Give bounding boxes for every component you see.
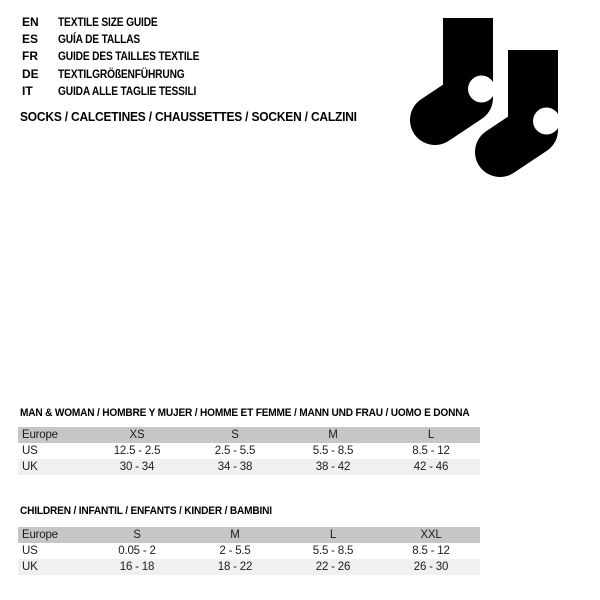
language-label: GUIDA ALLE TAGLIE TESSILI [58, 84, 197, 99]
size-value: 26 - 30 [413, 561, 449, 573]
children-us-row [18, 543, 480, 559]
header-size-l: L [329, 529, 337, 541]
size-value: 0.05 - 2 [118, 545, 156, 557]
language-label: TEXTILE SIZE GUIDE [58, 14, 158, 29]
sock-back-shape [435, 18, 495, 120]
language-label: GUIDE DES TAILLES TEXTILE [58, 49, 200, 64]
header-size-s: S [133, 529, 141, 541]
size-value: 16 - 18 [119, 561, 155, 573]
language-row-de [22, 65, 224, 82]
category-title [20, 109, 386, 124]
header-size-m: M [328, 429, 338, 441]
header-region-label: Europe [22, 529, 58, 541]
size-value: 5.5 - 8.5 [312, 445, 354, 457]
size-value: 8.5 - 12 [412, 445, 450, 457]
row-region-label: UK [22, 561, 38, 573]
size-value: 42 - 46 [413, 461, 449, 473]
children-table-title-text: CHILDREN / INFANTIL / ENFANTS / KINDER / BAMBINI [20, 505, 272, 517]
size-value: 18 - 22 [217, 561, 253, 573]
adults-table-title-text: MAN & WOMAN / HOMBRE Y MUJER / HOMME ET FEMME / MANN UND FRAU / UOMO E DONNA [20, 407, 470, 419]
children-size-table [18, 527, 480, 575]
socks-icon [405, 5, 570, 180]
adults-uk-row [18, 459, 480, 475]
header-size-s: S [231, 429, 239, 441]
language-code: DE [22, 66, 39, 81]
language-code: ES [22, 32, 39, 47]
language-code: IT [22, 84, 33, 99]
size-value: 5.5 - 8.5 [312, 545, 354, 557]
language-label: GUÍA DE TALLAS [58, 32, 141, 47]
size-value: 34 - 38 [217, 461, 253, 473]
header-size-xs: XS [129, 429, 145, 441]
adults-header-row [18, 427, 480, 443]
adults-size-table [18, 427, 480, 475]
size-value: 2 - 5.5 [219, 545, 251, 557]
children-uk-row [18, 559, 480, 575]
adults-table-title [20, 407, 509, 420]
size-value: 38 - 42 [315, 461, 351, 473]
language-code: FR [22, 49, 38, 64]
adults-us-row [18, 443, 480, 459]
category-title-text: SOCKS / CALCETINES / CHAUSSETTES / SOCKEN / CALZINI [20, 109, 357, 124]
language-row-it [22, 83, 224, 100]
row-region-label: UK [22, 461, 38, 473]
language-row-en [22, 13, 224, 30]
size-value: 2.5 - 5.5 [214, 445, 256, 457]
language-code: EN [22, 14, 39, 29]
header-size-xxl: XXL [420, 529, 442, 541]
children-header-row [18, 527, 480, 543]
size-value: 8.5 - 12 [412, 545, 450, 557]
sock-front-shape [500, 50, 560, 152]
children-table-title [20, 505, 294, 518]
size-value: 30 - 34 [119, 461, 155, 473]
language-label: TEXTILGRÖßENFÜHRUNG [58, 66, 185, 81]
header-size-l: L [427, 429, 435, 441]
language-row-es [22, 30, 224, 47]
language-row-fr [22, 48, 224, 65]
language-list [22, 13, 224, 100]
header-region-label: Europe [22, 429, 58, 441]
size-value: 12.5 - 2.5 [113, 445, 161, 457]
size-value: 22 - 26 [315, 561, 351, 573]
header-size-m: M [230, 529, 240, 541]
row-region-label: US [22, 445, 38, 457]
row-region-label: US [22, 545, 38, 557]
